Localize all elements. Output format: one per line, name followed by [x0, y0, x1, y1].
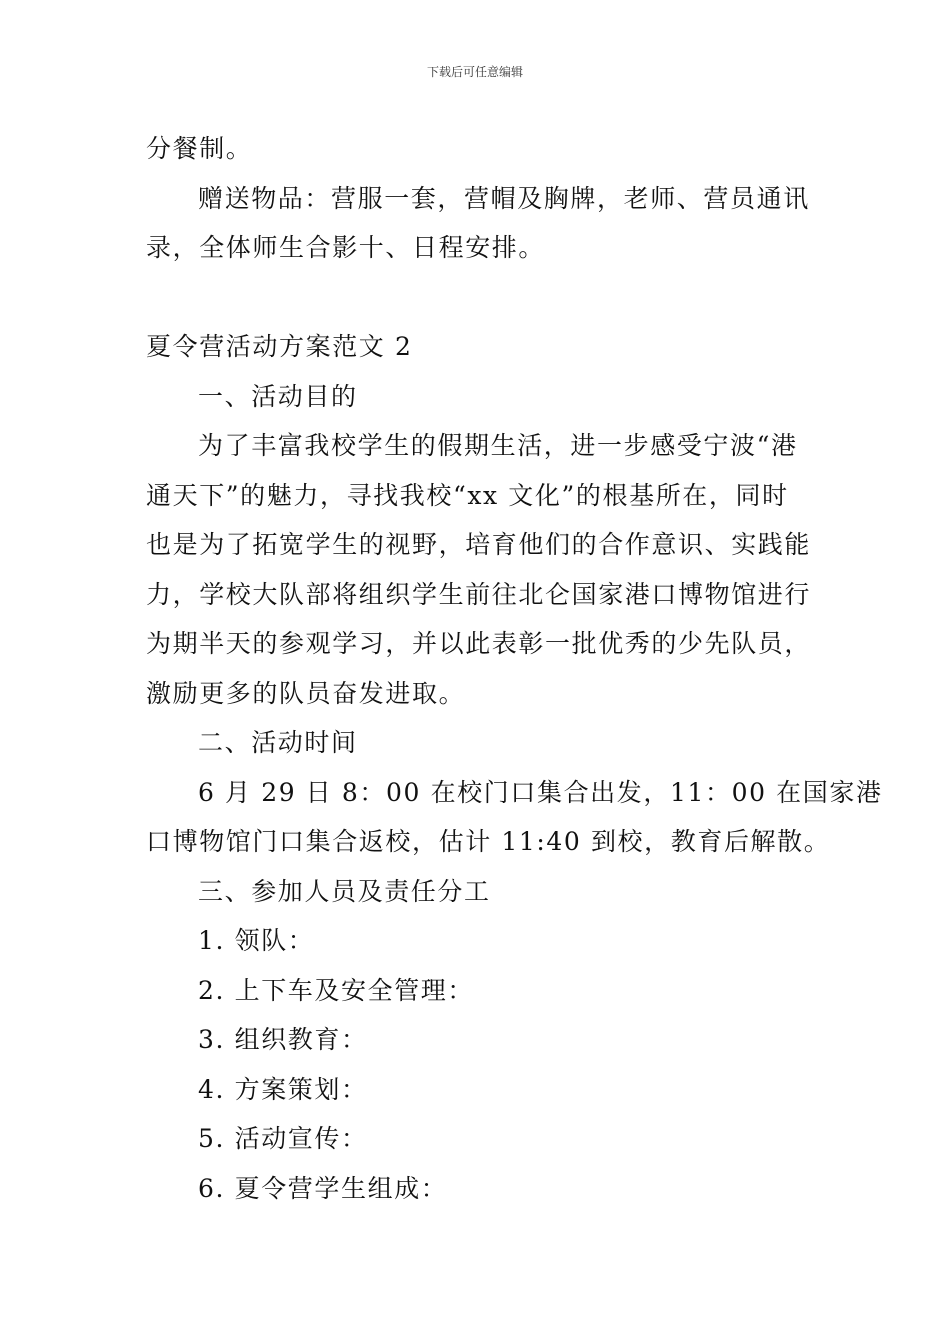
- list-item: 2. 上下车及安全管理：: [198, 975, 475, 1005]
- document-body: [146, 124, 883, 1213]
- list-item: 4. 方案策划：: [198, 1074, 368, 1104]
- page-header-note: 下载后可任意编辑: [426, 65, 523, 79]
- paragraph-line: 为了丰富我校学生的假期生活，进一步感受宁波“港: [198, 431, 798, 460]
- paragraph-line: 力，学校大队部将组织学生前往北仑国家港口博物馆进行: [146, 579, 812, 609]
- paragraph-line: 6 月 29 日 8：00 在校门口集合出发，11：00 在国家港: [198, 777, 883, 807]
- blank-line: [146, 273, 816, 323]
- paragraph-line: 分餐制。: [146, 134, 253, 163]
- paragraph-line: 录，全体师生合影十、日程安排。: [146, 233, 546, 262]
- paragraph-line: 激励更多的队员奋发进取。: [146, 678, 466, 708]
- heading-purpose: 一、活动目的: [198, 381, 358, 411]
- paragraph-line: 也是为了拓宽学生的视野，培育他们的合作意识、实践能: [146, 530, 812, 559]
- paragraph-line: 口博物馆门口集合返校，估计 11:40 到校，教育后解散。: [146, 827, 831, 856]
- list-item: 6. 夏令营学生组成：: [198, 1173, 448, 1203]
- heading-participants: 三、参加人员及责任分工: [198, 876, 491, 906]
- section-title: 夏令营活动方案范文 2: [146, 332, 413, 361]
- heading-time: 二、活动时间: [198, 728, 358, 757]
- paragraph-line: 赠送物品：营服一套，营帽及胸牌，老师、营员通讯: [198, 183, 810, 213]
- paragraph-line: 通天下”的魅力，寻找我校“xx 文化”的根基所在，同时: [146, 480, 789, 510]
- paragraph-line: 为期半天的参观学习，并以此表彰一批优秀的少先队员，: [146, 629, 812, 658]
- list-item: 3. 组织教育：: [198, 1025, 368, 1054]
- list-item: 1. 领队：: [198, 926, 315, 955]
- list-item: 5. 活动宣传：: [198, 1124, 368, 1153]
